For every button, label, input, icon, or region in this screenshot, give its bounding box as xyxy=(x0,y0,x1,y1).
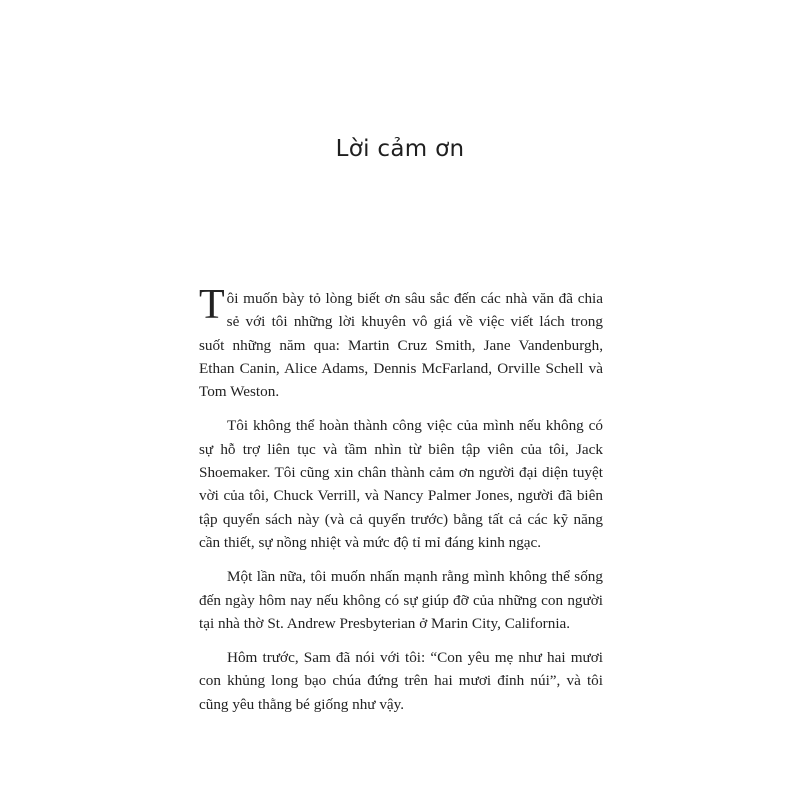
drop-cap: T xyxy=(199,282,225,328)
paragraph-1-text: ôi muốn bày tỏ lòng biết ơn sâu sắc đến các nhà văn đã chia sẻ với tôi những lời khuyên vô giá về việc viết lách trong suốt những năm qua: Martin Cruz Smith, Jane Vandenburgh, Ethan Canin, Alice Adams, Dennis McFarland, Orville Schell và Tom Weston. xyxy=(199,290,603,401)
page-title: Lời cảm ơn xyxy=(335,136,465,162)
acknowledgements-body xyxy=(199,282,603,727)
paragraph-1 xyxy=(199,282,603,403)
paragraph-2: Tôi không thể hoàn thành công việc của mình nếu không có sự hỗ trợ liên tục và tầm nhìn từ biên tập viên của tôi, Jack Shoemaker. Tôi cũng xin chân thành cảm ơn người đại diện tuyệt vời của tôi, Chuck Verrill, và Nancy Palmer Jones, người đã biên tập quyển sách này (và cả quyển trước) bằng tất cả các kỹ năng cần thiết, sự nồng nhiệt và mức độ tỉ mỉ đáng kinh ngạc. xyxy=(199,417,603,551)
paragraph-4: Hôm trước, Sam đã nói với tôi: “Con yêu mẹ như hai mươi con khủng long bạo chúa đứng trên hai mươi đỉnh núi”, và tôi cũng yêu thằng bé giống như vậy. xyxy=(199,649,603,713)
paragraph-3: Một lần nữa, tôi muốn nhấn mạnh rằng mình không thể sống đến ngày hôm nay nếu không có sự giúp đỡ của những con người tại nhà thờ St. Andrew Presbyterian ở Marin City, California. xyxy=(199,568,603,632)
